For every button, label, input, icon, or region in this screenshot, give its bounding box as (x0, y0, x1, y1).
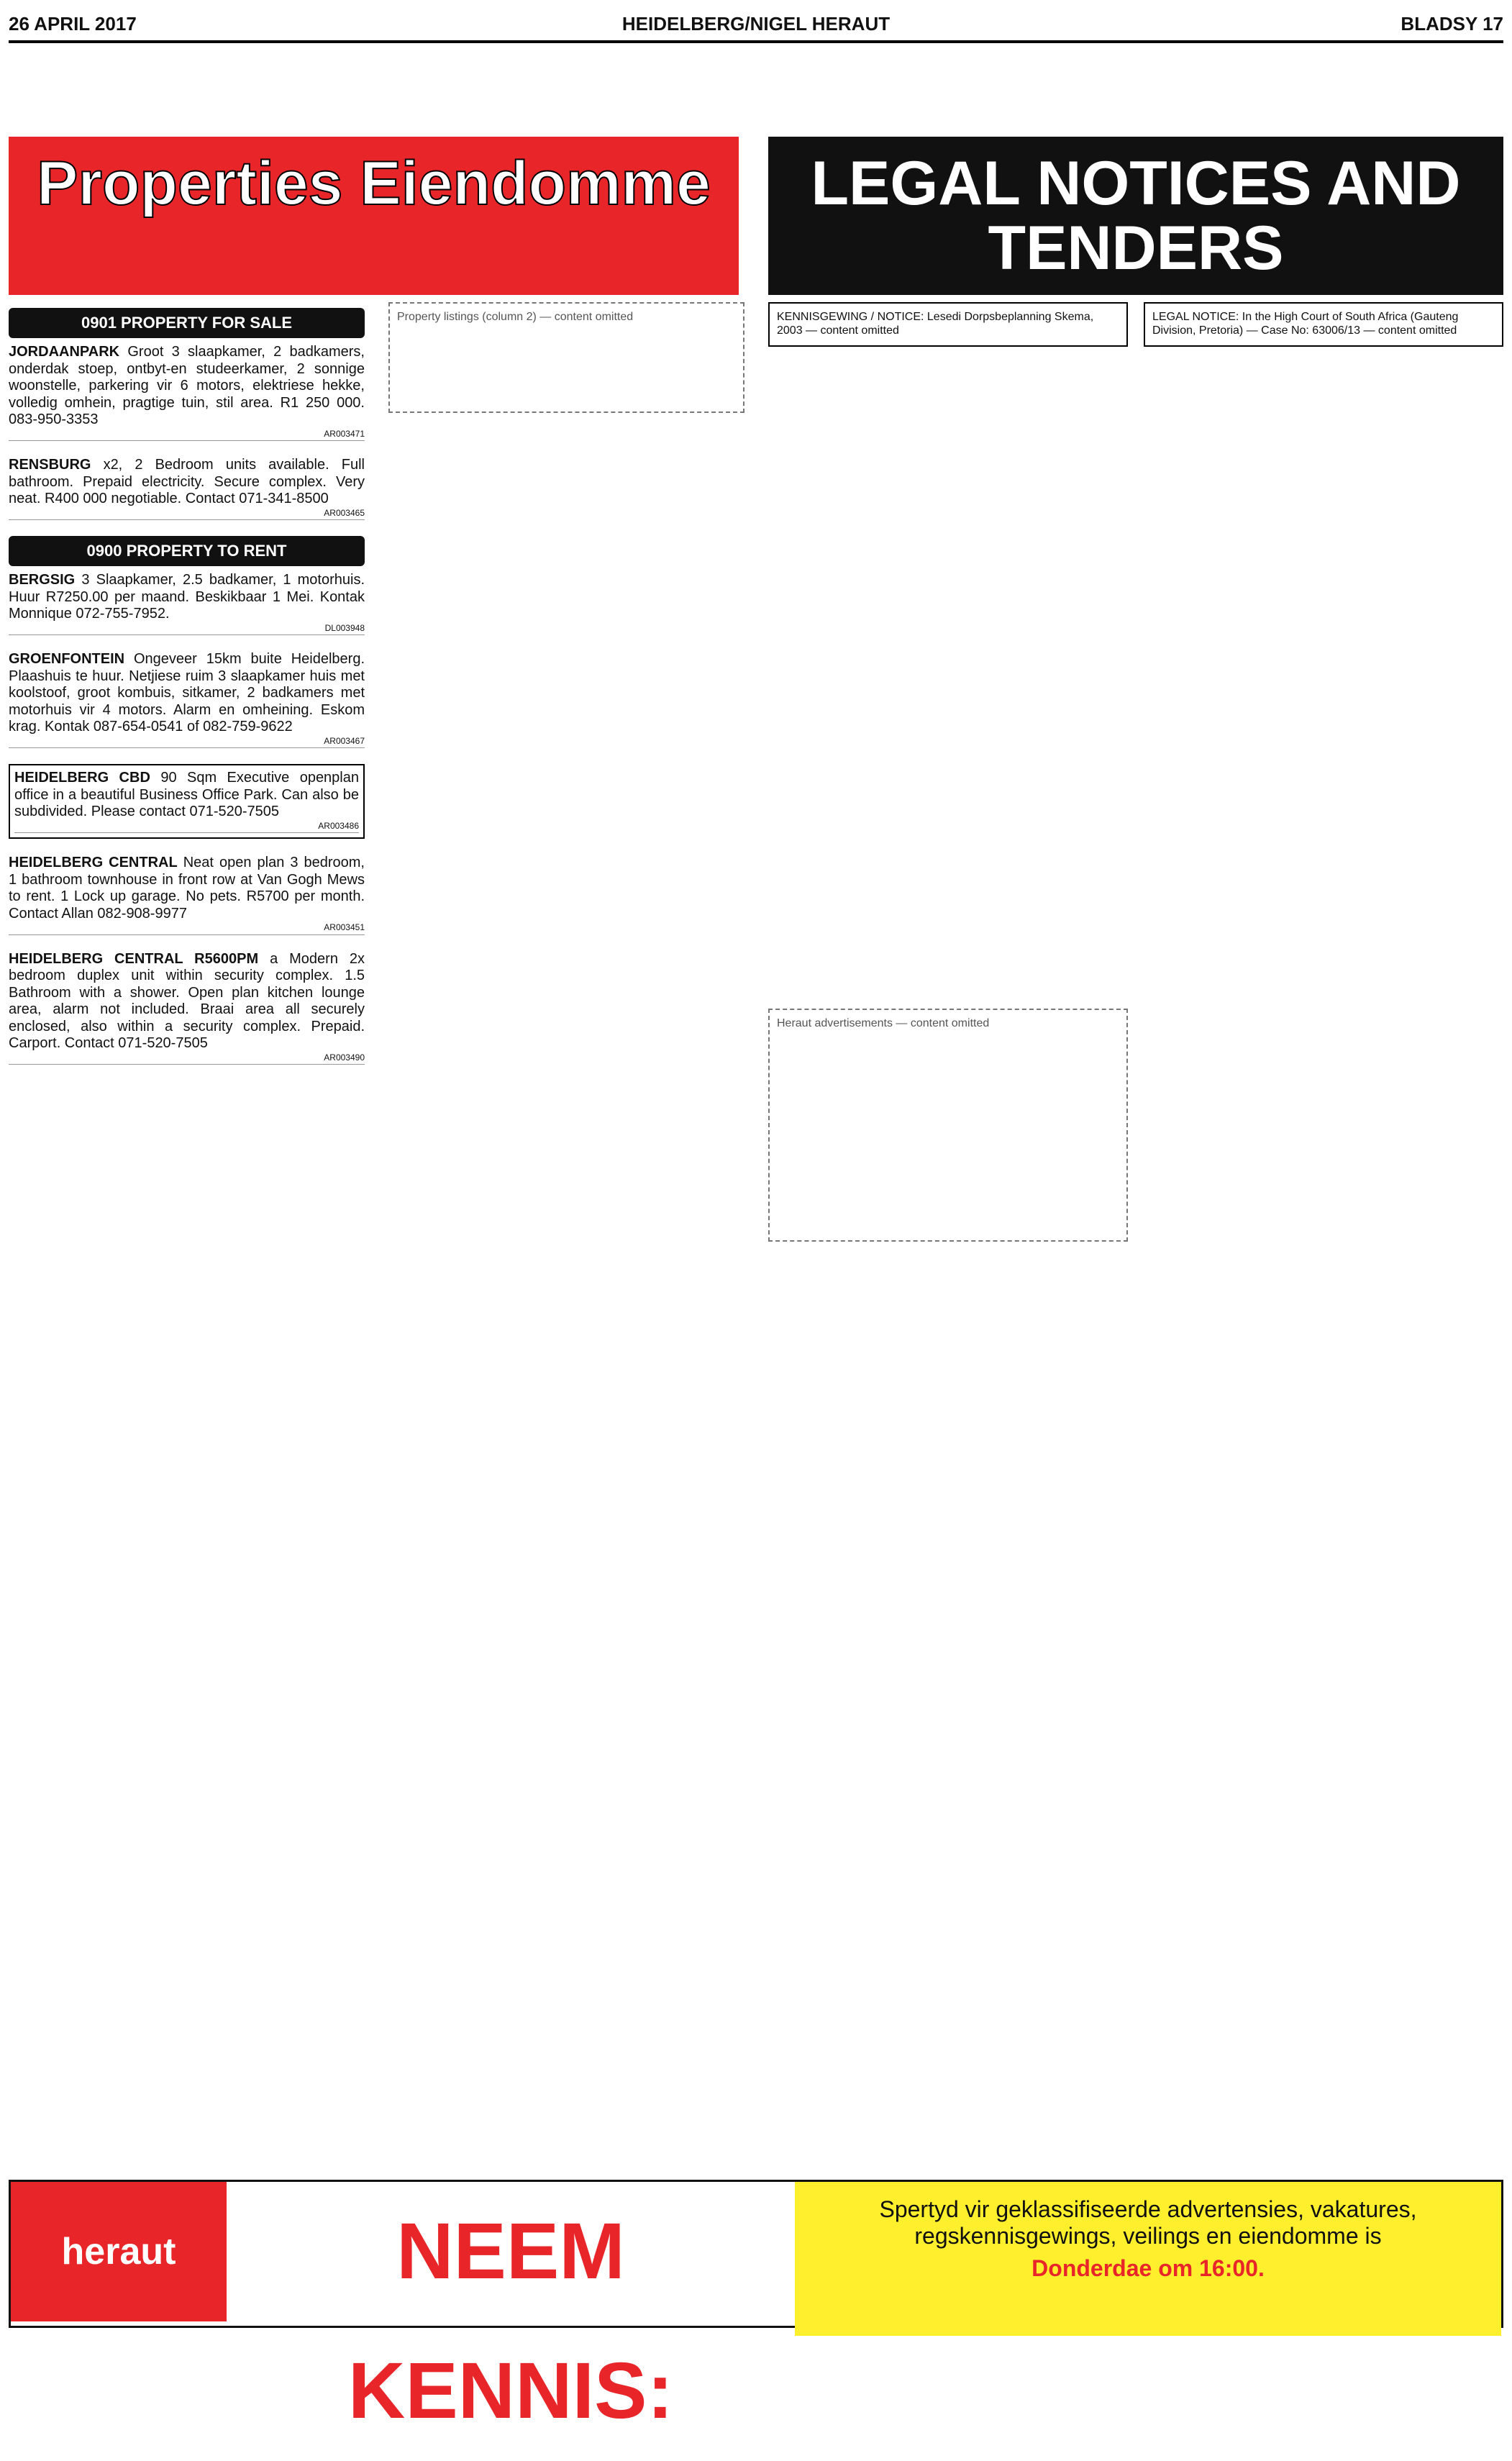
issue-date: 26 APRIL 2017 (9, 13, 137, 35)
heraut-logo: heraut (11, 2182, 227, 2321)
deadline-text: Spertyd vir geklassifiseerde advertensies, vakatures, regskennisgewings, veilings en eiendomme is Donderdae om 16:00. (795, 2182, 1501, 2336)
page-number: BLADSY 17 (1401, 13, 1503, 35)
section-tab-sale: 0901 PROPERTY FOR SALE (9, 308, 365, 338)
legal-notice-placeholder: LEGAL NOTICE: In the High Court of South Africa (Gauteng Division, Pretoria) — Case No: 63006/13 — content omitted (1144, 302, 1503, 347)
properties-banner: Properties Eiendomme (9, 137, 739, 295)
legal-banner: LEGAL NOTICES AND TENDERS (768, 137, 1503, 295)
classified-ad: HEIDELBERG CENTRAL Neat open plan 3 bedroom, 1 bathroom townhouse in front row at Van Gogh Mews to rent. 1 Lock up garage. No pets. R5700 per month. Contact Allan 082-908-9977 AR003451 (9, 855, 365, 935)
column-legal (1144, 302, 1503, 358)
notice-placeholder: KENNISGEWING / NOTICE: Lesedi Dorpsbeplanning Skema, 2003 — content omitted (768, 302, 1128, 347)
column-notices (768, 302, 1128, 1256)
classified-ad: GROENFONTEIN Ongeveer 15km buite Heidelberg. Plaashuis te huur. Netjiese ruim 3 slaapkamer huis met koolstoof, groot kombuis, sitkamer, 2 badkamers met motorhuis vir 4 motors. Alarm en omheining. Eskom krag. Kontak 087-654-0541 of 082-759-9622 AR003467 (9, 651, 365, 748)
classified-ad: RENSBURG x2, 2 Bedroom units available. Full bathroom. Prepaid electricity. Secure complex. Very neat. R400 000 negotiable. Contact 071-341-8500 AR003465 (9, 457, 365, 520)
column-classifieds-2 (388, 302, 744, 427)
classified-ad: BERGSIG 3 Slaapkamer, 2.5 badkamer, 1 motorhuis. Huur R7250.00 per maand. Beskikbaar 1 Mei. Kontak Monnique 072-755-7952. DL003948 (9, 572, 365, 635)
paper-title: HEIDELBERG/NIGEL HERAUT (621, 13, 891, 35)
ad-placeholder: Heraut advertisements — content omitted (768, 1009, 1128, 1242)
classified-ad: HEIDELBERG CENTRAL R5600PM a Modern 2x bedroom duplex unit within security complex. 1.5 Bathroom with a shower. Open plan kitchen lounge area, alarm not included. Braai area all securely enclosed, also within a security complex. Prepaid. Carport. Contact 071-520-7505 AR003490 (9, 951, 365, 1065)
footer-banner (9, 2180, 1503, 2435)
classified-ad: JORDAANPARK Groot 3 slaapkamer, 2 badkamers, onderdak stoep, ontbyt-en studeerkamer, 2 sonnige woonstelle, parkering vir 6 motors, elektriese hekke, volledig omhein, pragtige tuin, stil area. R1 250 000. 083-950-3353 AR003471 (9, 344, 365, 441)
column-classifieds-1 (9, 302, 365, 1081)
content-placeholder: Property listings (column 2) — content omitted (388, 302, 744, 413)
footer-headline: NEEM KENNIS: (347, 2207, 674, 2435)
page-header (9, 9, 1503, 43)
classified-ad-boxed: HEIDELBERG CBD 90 Sqm Executive openplan office in a beautiful Business Office Park. Can also be subdivided. Please contact 071-520-7505 AR003486 (9, 764, 365, 839)
section-tab-rent: 0900 PROPERTY TO RENT (9, 536, 365, 566)
